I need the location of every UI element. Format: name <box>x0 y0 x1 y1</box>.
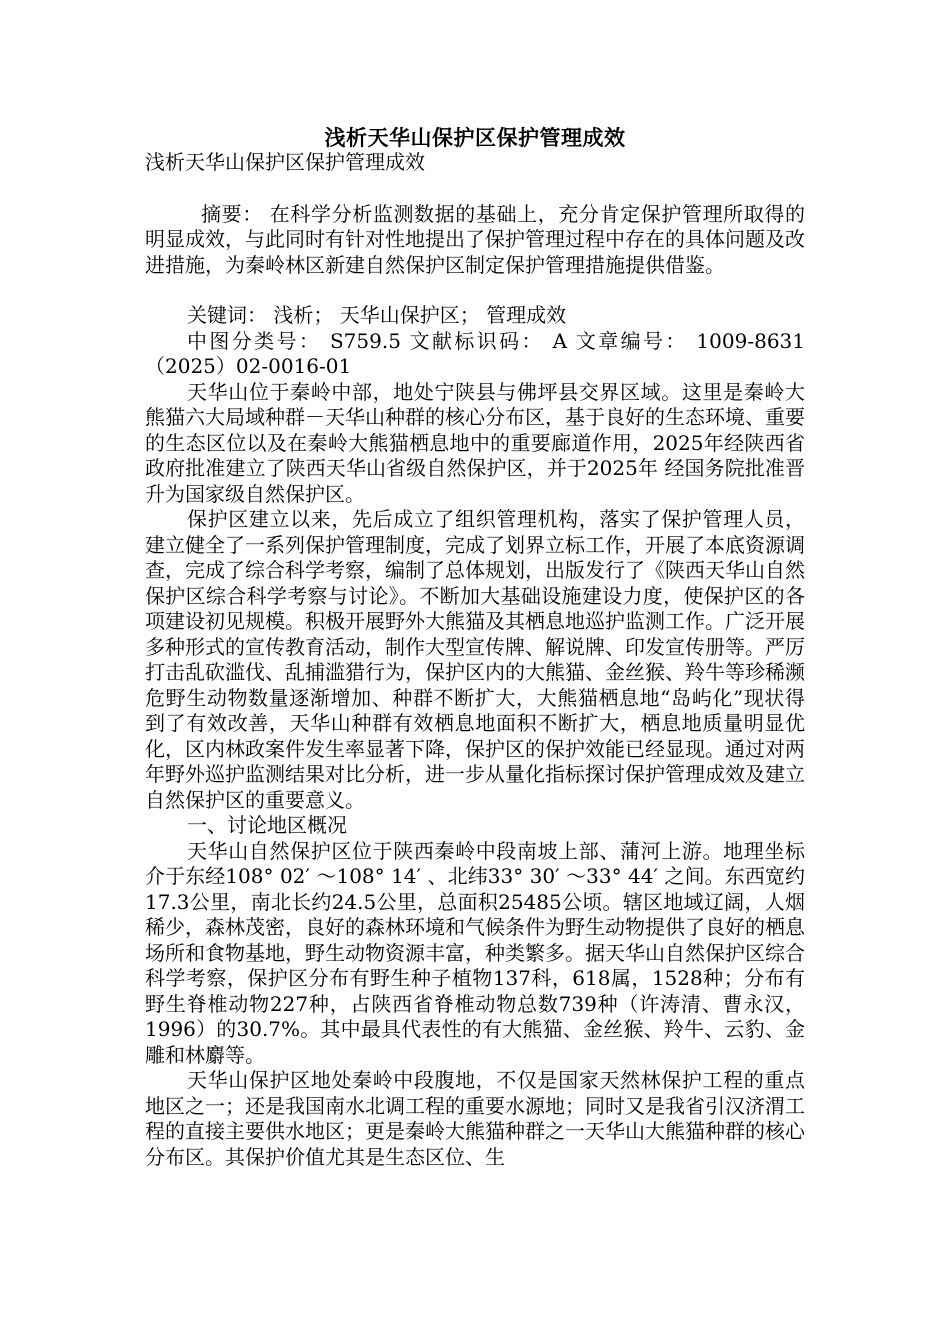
body-paragraph-management: 保护区建立以来，先后成立了组织管理机构，落实了保护管理人员，建立健全了一系列保护管理制度，完成了划界立标工作，开展了本底资源调查，完成了综合科学考察，编制了总体规划，出版发行了《陕西天华山自然保护区综合科学考察与讨论》。不断加大基础设施建设力度，使保护区的各项建设初见规模。积极开展野外大熊猫及其栖息地巡护监测工作。广泛开展多种形式的宣传教育活动，制作大型宣传牌、解说牌、印发宣传册等。严厉打击乱砍滥伐、乱捕滥猎行为，保护区内的大熊猫、金丝猴、羚牛等珍稀濒危野生动物数量逐渐增加、种群不断扩大，大熊猫栖息地“岛屿化”现状得到了有效改善，天华山种群有效栖息地面积不断扩大，栖息地质量明显优化，区内林政案件发生率显著下降，保护区的保护效能已经显现。通过对两年野外巡护监测结果对比分析，进一步从量化指标探讨保护管理成效及建立自然保护区的重要意义。 <box>145 507 805 812</box>
keywords-line: 关键词： 浅析； 天华山保护区； 管理成效 <box>187 303 567 327</box>
abstract-paragraph: 摘要： 在科学分析监测数据的基础上，充分肯定保护管理所取得的明显成效，与此同时有针对性地提出了保护管理过程中存在的具体问题及改进措施，为秦岭林区新建自然保护区制定保护管理措施提供借鉴。 <box>145 201 805 277</box>
body-paragraph-importance: 天华山保护区地处秦岭中段腹地，不仅是国家天然林保护工程的重点地区之一；还是我国南水北调工程的重要水源地；同时又是我省引汉济渭工程的直接主要供水地区；更是秦岭大熊猫种群之一天华山大熊猫种群的核心分布区。其保护价值尤其是生态区位、生 <box>145 1068 805 1169</box>
body-paragraph-location: 天华山自然保护区位于陕西秦岭中段南坡上部、蒲河上游。地理坐标介于东经108° 02′ ～108° 14′ 、北纬33° 30′ ～33° 44′ 之间。东西宽约17.3公里，南北长约24.5公里，总面积25485公顷。辖区地域辽阔，人烟稀少，森林茂密，良好的森林环境和气候条件为野生动物提供了良好的栖息场所和食物基地，野生动物资源丰富，种类繁多。据天华山自然保护区综合科学考察，保护区分布有野生种子植物137科，618属，1528种；分布有野生脊椎动物227种，占陕西省脊椎动物总数739种（许涛清、曹永汉，1996）的30.7%。其中最具代表性的有大熊猫、金丝猴、羚牛、云豹、金雕和林麝等。 <box>145 838 805 1067</box>
document-title: 浅析天华山保护区保护管理成效 <box>324 126 626 150</box>
body-paragraph-intro: 天华山位于秦岭中部，地处宁陕县与佛坪县交界区域。这里是秦岭大熊猫六大局域种群－天华山种群的核心分布区，基于良好的生态环境、重要的生态区位以及在秦岭大熊猫栖息地中的重要廊道作用，2025年经陕西省政府批准建立了陕西天华山省级自然保护区，并于2025年 经国务院批准晋升为国家级自然保护区。 <box>145 379 805 506</box>
classification-line: 中图分类号： S759.5 文献标识码： A 文章编号： 1009-8631（2025）02-0016-01 <box>145 328 805 378</box>
document-body <box>145 150 805 1170</box>
section-heading-overview: 一、讨论地区概况 <box>187 813 347 837</box>
document-subtitle: 浅析天华山保护区保护管理成效 <box>145 150 425 174</box>
